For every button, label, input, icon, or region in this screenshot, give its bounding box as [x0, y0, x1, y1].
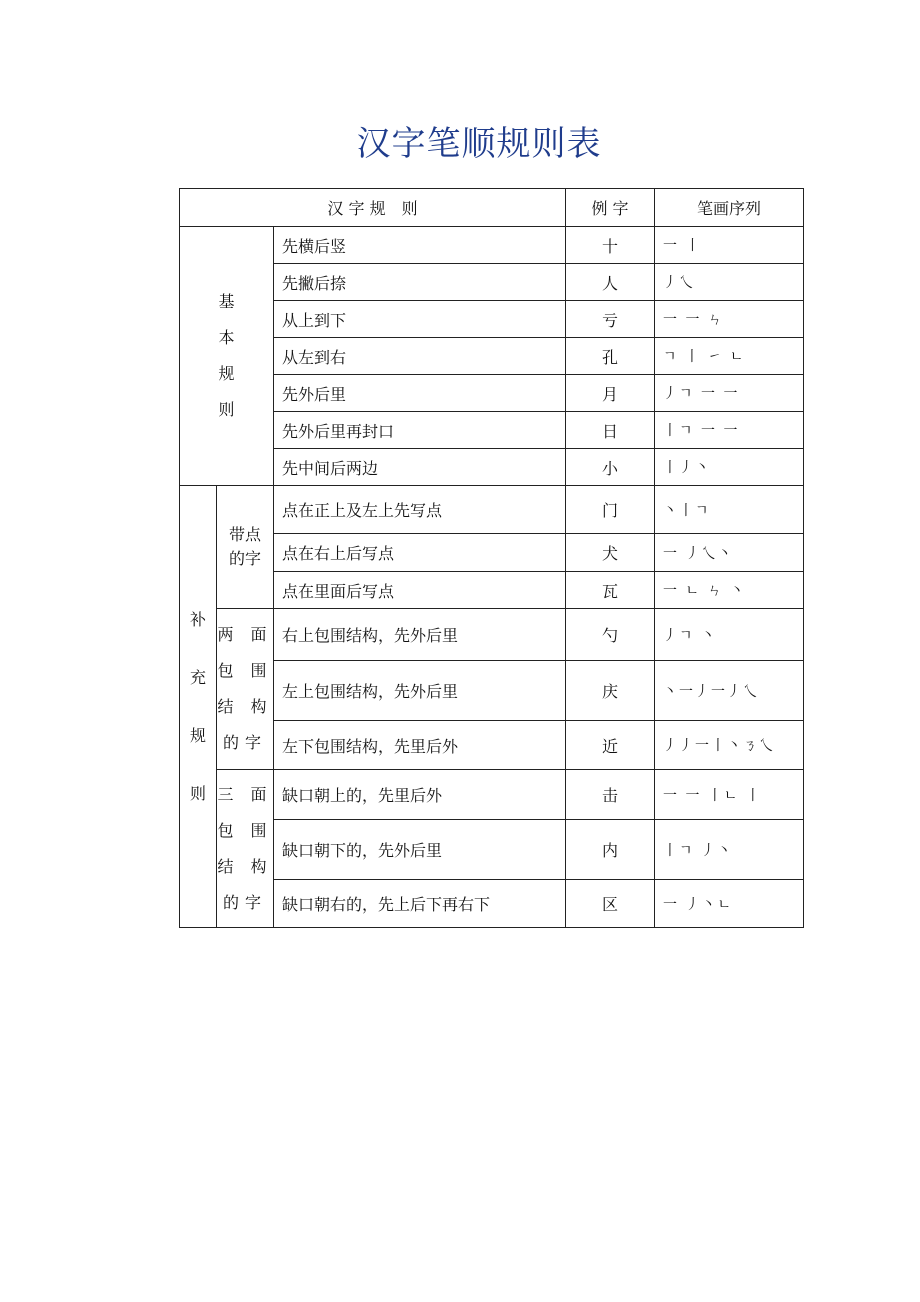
rule-cell: 先撇后捺: [274, 264, 566, 301]
stroke-order-table: [179, 188, 804, 928]
rule-cell: 缺口朝下的，先外后里: [274, 820, 566, 880]
rule-cell: 右上包围结构，先外后里: [274, 609, 566, 661]
table-row: [180, 449, 804, 486]
example-cell: 庆: [566, 661, 655, 721]
table-row: [180, 227, 804, 264]
example-cell: 区: [566, 880, 655, 928]
example-cell: 日: [566, 412, 655, 449]
rule-cell: 左上包围结构，先外后里: [274, 661, 566, 721]
example-cell: 十: [566, 227, 655, 264]
group-label-text: 三 面 包 围 结 构 的字: [217, 784, 273, 912]
rule-cell: 缺口朝上的，先里后外: [274, 770, 566, 820]
sequence-cell: 一 丿丶ㄴ: [655, 880, 804, 928]
sequence-cell: ㄱ 丨 ㇀ ㄴ: [655, 338, 804, 375]
page-title: 汉字笔顺规则表: [356, 124, 602, 164]
basic-rules-label: [180, 227, 274, 486]
sequence-cell: 丨ㄱ 一 一: [655, 412, 804, 449]
example-cell: 击: [566, 770, 655, 820]
sequence-cell: 一 一 ㄣ: [655, 301, 804, 338]
rule-cell: 从左到右: [274, 338, 566, 375]
rule-cell: 先外后里: [274, 375, 566, 412]
rule-cell: 点在正上及左上先写点: [274, 486, 566, 534]
table-row: [180, 486, 804, 534]
rule-cell: 左下包围结构，先里后外: [274, 721, 566, 770]
sequence-cell: 丨ㄱ 丿丶: [655, 820, 804, 880]
table-row: [180, 375, 804, 412]
header-example: 例 字: [566, 189, 655, 227]
rule-cell: 从上到下: [274, 301, 566, 338]
table-row: [180, 534, 804, 572]
group-label-two-side: [217, 609, 274, 770]
sequence-cell: 一 一 丨ㄴ 丨: [655, 770, 804, 820]
example-cell: 小: [566, 449, 655, 486]
table-row: [180, 721, 804, 770]
example-cell: 月: [566, 375, 655, 412]
example-cell: 瓦: [566, 572, 655, 609]
sequence-cell: 丿ㄱ 一 一: [655, 375, 804, 412]
sequence-cell: 一 丨: [655, 227, 804, 264]
rule-cell: 先横后竖: [274, 227, 566, 264]
group-label-three-side: [217, 770, 274, 928]
table-row: [180, 609, 804, 661]
example-cell: 亏: [566, 301, 655, 338]
table-row: [180, 661, 804, 721]
rule-cell: 先中间后两边: [274, 449, 566, 486]
group-label-dotted: [217, 486, 274, 609]
supplement-rules-label-text: 补 充 规 则: [189, 609, 206, 803]
sequence-cell: 丿丿一丨丶ㄋ乀: [655, 721, 804, 770]
example-cell: 内: [566, 820, 655, 880]
table-header-row: [180, 189, 804, 227]
sequence-cell: 丿ㄱ 丶: [655, 609, 804, 661]
sequence-cell: 丶一丿一丿乀: [655, 661, 804, 721]
example-cell: 犬: [566, 534, 655, 572]
rule-cell: 先外后里再封口: [274, 412, 566, 449]
table-row: [180, 301, 804, 338]
example-cell: 近: [566, 721, 655, 770]
example-cell: 孔: [566, 338, 655, 375]
header-rule: 汉 字 规 则: [180, 189, 566, 227]
rule-cell: 点在里面后写点: [274, 572, 566, 609]
group-label-text: 带点 的字: [228, 525, 261, 568]
example-cell: 勺: [566, 609, 655, 661]
sequence-cell: 一 丿乀丶: [655, 534, 804, 572]
table-row: [180, 338, 804, 375]
table-row: [180, 880, 804, 928]
sequence-cell: 丨丿丶: [655, 449, 804, 486]
group-label-text: 两 面 包 围 结 构 的字: [217, 625, 273, 752]
table-row: [180, 264, 804, 301]
example-cell: 人: [566, 264, 655, 301]
table-row: [180, 770, 804, 820]
sequence-cell: 一 ㄴ ㄣ 丶: [655, 572, 804, 609]
table-row: [180, 820, 804, 880]
sequence-cell: 丶丨ㄱ: [655, 486, 804, 534]
rule-cell: 点在右上后写点: [274, 534, 566, 572]
basic-rules-label-text: 基 本 规 则: [218, 292, 235, 419]
example-cell: 门: [566, 486, 655, 534]
sequence-cell: 丿乀: [655, 264, 804, 301]
header-sequence: 笔画序列: [655, 189, 804, 227]
supplement-rules-label: [180, 486, 217, 928]
table-row: [180, 572, 804, 609]
table-row: [180, 412, 804, 449]
rule-cell: 缺口朝右的，先上后下再右下: [274, 880, 566, 928]
